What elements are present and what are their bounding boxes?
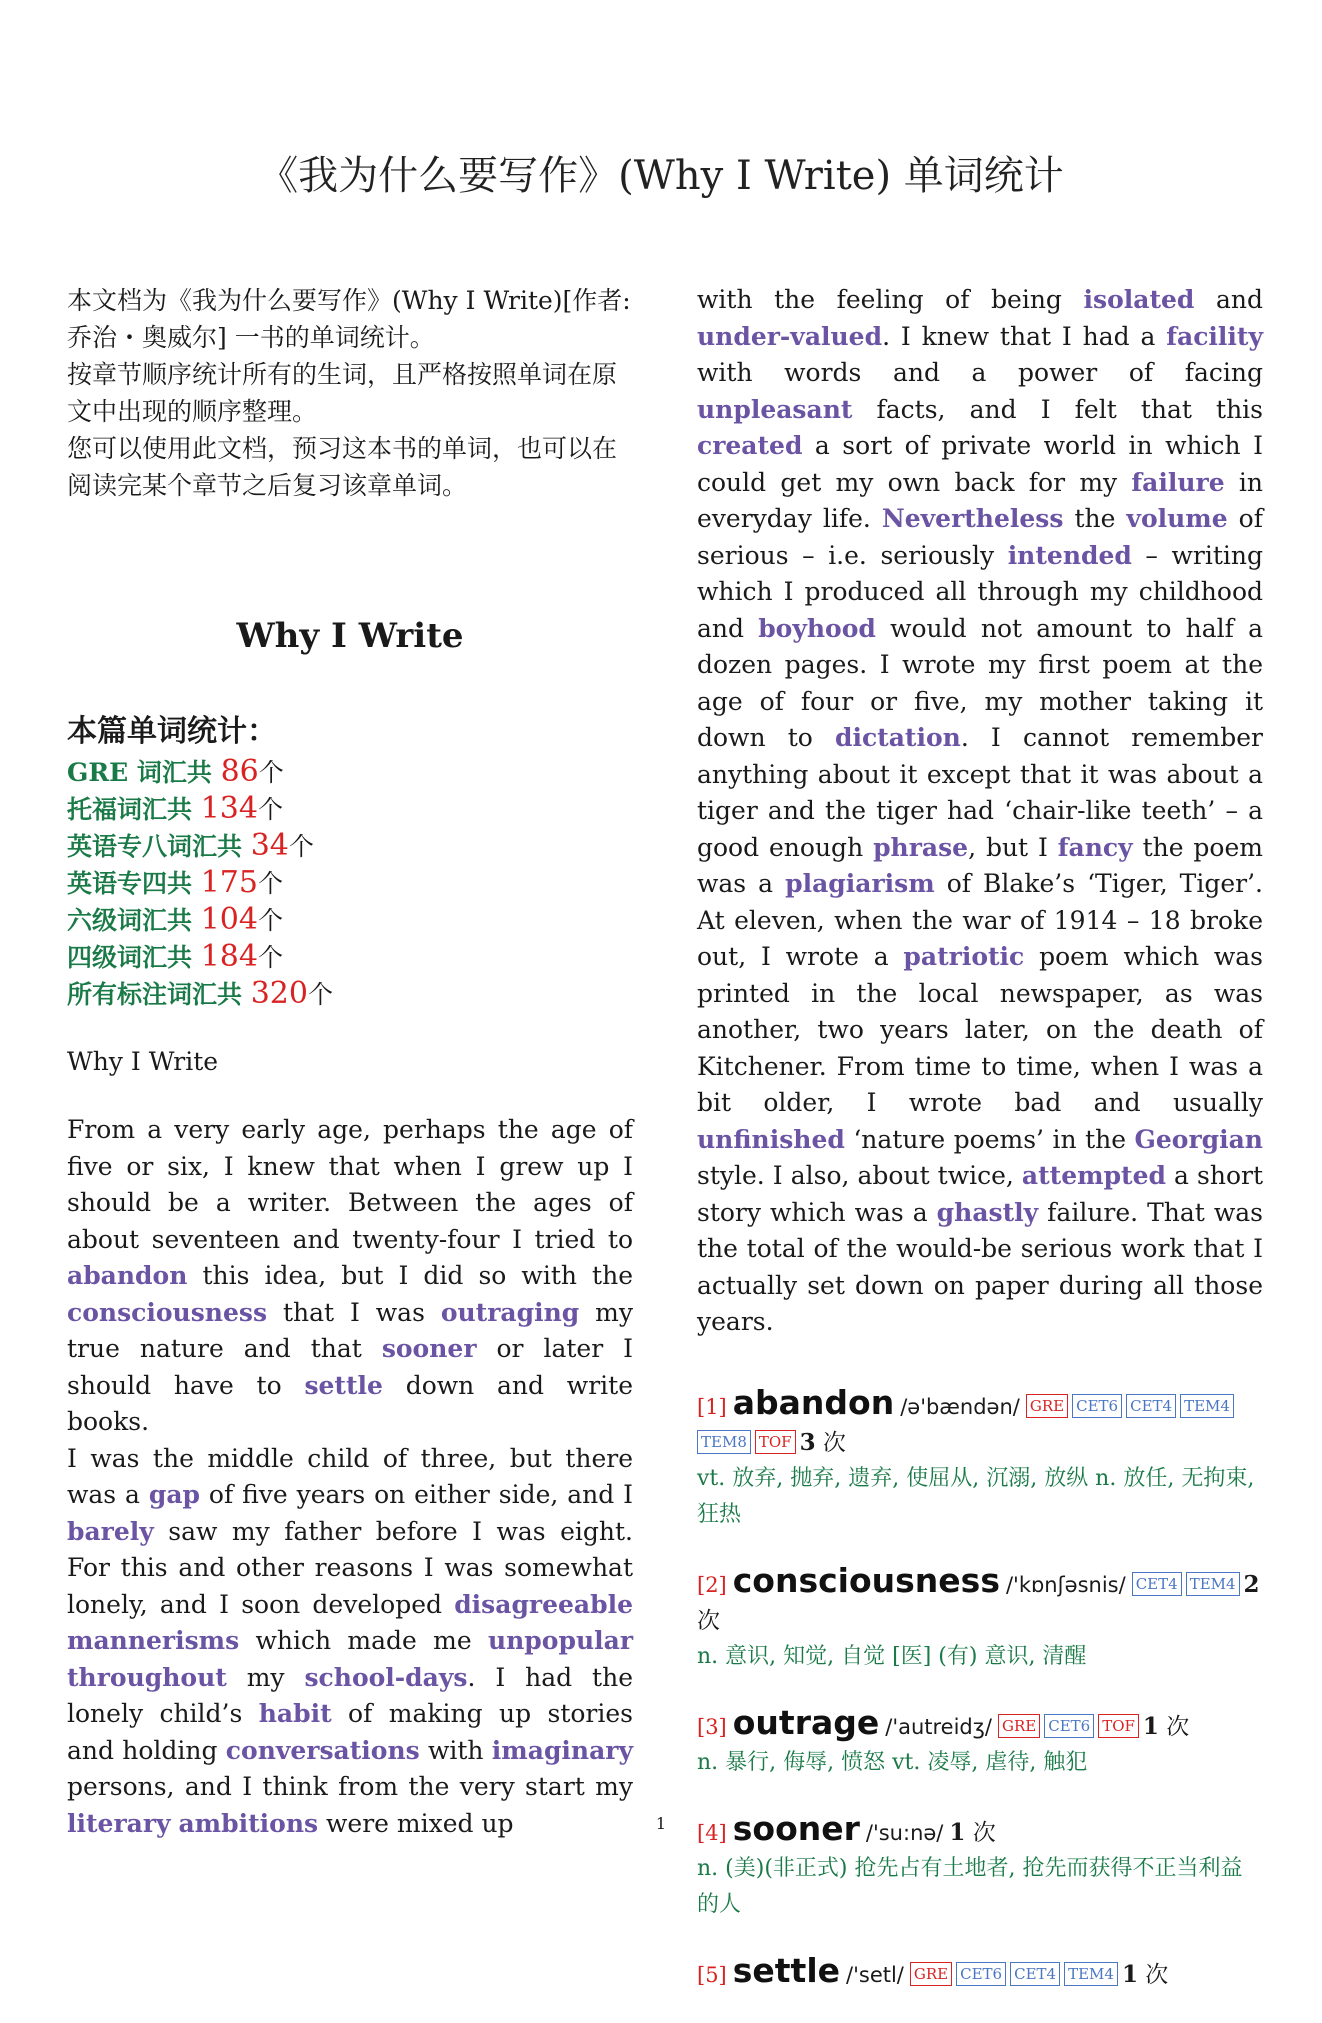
intro-line: 您可以使用此文档，预习这本书的单词，也可以在阅读完某个章节之后复习该章单词。 (67, 434, 618, 500)
highlighted-word: conversations (225, 1735, 420, 1765)
entry-count-unit: 次 (1166, 1713, 1190, 1740)
chapter-subheading: Why I Write (67, 1047, 219, 1076)
entry-count-unit: 次 (1145, 1961, 1169, 1988)
stat-unit: 个 (257, 795, 283, 824)
paragraph: I was the middle child of three, but there was a gap of five years on either side, and I barely saw my father before I was eight. For this and other reasons I was somewhat lonely, and I soon developed disagreeable mannerisms which made me unpopular throughout my school-days. I had the lonely child’s habit of making up stories and holding conversations with imaginary persons, and I think from the very start my literary ambitions were mixed up (67, 1443, 633, 1838)
entry-count-unit: 次 (697, 1607, 720, 1634)
stat-value: 320 (250, 976, 308, 1011)
intro-line: 按章节顺序统计所有的生词，且严格按照单词在原文中出现的顺序整理。 (67, 360, 618, 426)
exam-tag: GRE (998, 1714, 1040, 1738)
exam-tag: CET6 (1044, 1714, 1094, 1738)
entry-phonetic: /'autreidʒ/ (885, 1714, 992, 1739)
stat-line-toefl (67, 791, 633, 828)
exam-tag: GRE (910, 1962, 952, 1986)
entry-count: 2 (1243, 1570, 1260, 1598)
highlighted-word: disagreeable (454, 1589, 633, 1619)
entry-count-unit: 次 (822, 1429, 846, 1456)
vocab-entry (697, 1560, 1263, 1675)
page-number: 1 (655, 1814, 667, 1833)
entry-index: [5] (697, 1962, 727, 1987)
entry-phonetic: /'su:nə/ (865, 1820, 944, 1845)
highlighted-word: under-valued (697, 321, 883, 351)
highlighted-word: unpleasant (697, 394, 853, 424)
stats-heading: 本篇单词统计： (67, 714, 277, 749)
entry-head (697, 1950, 1263, 1993)
stat-line-all (67, 976, 633, 1013)
stat-label: 四级词汇共 (67, 943, 201, 972)
highlighted-word: plagiarism (785, 869, 935, 898)
entry-definition: n. 意识, 知觉, 自觉 [医] (有) 意识, 清醒 (697, 1643, 1087, 1669)
highlighted-word: boyhood (758, 613, 876, 643)
highlighted-word: created (697, 431, 803, 460)
paragraph: From a very early age, perhaps the age of five or six, I knew that when I grew up I should be a writer. Between the ages of about seventeen and twenty-four I tried to abandon this idea, but I did so with the consciousness that I was outraging my true nature and that sooner or later I should have to settle down and write books. (67, 1115, 633, 1436)
exam-tag: CET6 (1072, 1394, 1122, 1418)
section-title: Why I Write (236, 616, 464, 656)
vocab-entry (697, 1950, 1263, 1993)
paragraph: with the feeling of being isolated and under-valued. I knew that I had a facility with words and a power of facing unpleasant facts, and I felt that this created a sort of private world in which I could get my own back for my failure in everyday life. Nevertheless the volume of serious – i.e. seriously intended – writing which I produced all through my childhood and boyhood would not amount to half a dozen pages. I wrote my first poem at the age of four or five, my mother taking it down to dictation. I cannot remember anything about it except that it was about a tiger and the tiger had ‘chair-like teeth’ – a good enough phrase, but I fancy the poem was a plagiarism of Blake’s ‘Tiger, Tiger’. At eleven, when the war of 1914 – 18 broke out, I wrote a patriotic poem which was printed in the local newspaper, as was another, two years later, on the death of Kitchener. From time to time, when I was a bit older, I wrote bad and usually unfinished ‘nature poems’ in the Georgian style. I also, about twice, attempted a short story which was a ghastly failure. That was the total of the would-be serious work that I actually set down on paper during all those years. (697, 285, 1264, 1336)
entry-head (697, 1702, 1263, 1745)
stat-value: 34 (250, 828, 289, 863)
intro-line: 本文档为《我为什么要写作》(Why I Write)[作者: 乔治・奥威尔] 一书的单词统计。 (67, 286, 631, 352)
highlighted-word: intended (1007, 540, 1132, 570)
entry-count: 1 (1142, 1712, 1159, 1740)
exam-tag: GRE (1026, 1394, 1068, 1418)
exam-tag: TOF (1098, 1714, 1139, 1738)
stat-label: 托福词汇共 (67, 795, 201, 824)
stat-line-gre (67, 754, 633, 791)
exam-tag: TEM8 (697, 1430, 751, 1454)
highlighted-word: consciousness (67, 1297, 268, 1327)
highlighted-word: literary (67, 1808, 171, 1838)
stat-value: 175 (200, 865, 258, 900)
stat-line-tem8 (67, 828, 633, 865)
entry-word: abandon (732, 1382, 895, 1422)
stat-line-cet6 (67, 902, 633, 939)
stat-value: 104 (200, 902, 258, 937)
entry-word: outrage (732, 1702, 880, 1742)
highlighted-word: outraging (440, 1297, 580, 1327)
highlighted-word: Georgian (1134, 1124, 1263, 1154)
chapter-text-right (697, 282, 1263, 1341)
highlighted-word: phrase (873, 832, 969, 862)
stat-label: 六级词汇共 (67, 906, 201, 935)
stat-label: GRE 词汇共 (67, 758, 221, 787)
vocab-entry (697, 1382, 1263, 1533)
entry-head (697, 1560, 1263, 1639)
highlighted-word: failure (1131, 467, 1225, 497)
entry-phonetic: /ə'bændən/ (900, 1394, 1020, 1419)
stat-unit: 个 (288, 832, 314, 861)
highlighted-word: barely (67, 1516, 154, 1546)
highlighted-word: habit (258, 1699, 332, 1728)
entry-word: consciousness (732, 1560, 1000, 1600)
highlighted-word: mannerisms (67, 1626, 240, 1655)
entry-index: [1] (697, 1394, 727, 1419)
entry-word: sooner (732, 1808, 860, 1848)
exam-tag: TOF (755, 1430, 796, 1454)
entry-definition: n. (美)(非正式) 抢先占有土地者, 抢先而获得不正当利益的人 (697, 1855, 1243, 1917)
stat-line-tem4 (67, 865, 633, 902)
entry-head (697, 1382, 1263, 1461)
stat-label: 英语专四共 (67, 869, 201, 898)
stat-unit: 个 (257, 869, 283, 898)
stat-label: 所有标注词汇共 (67, 980, 251, 1009)
highlighted-word: patriotic (903, 942, 1025, 971)
stat-unit: 个 (307, 980, 333, 1009)
highlighted-word: settle (304, 1370, 383, 1400)
entry-count: 3 (799, 1428, 816, 1456)
exam-tag: CET4 (1132, 1572, 1182, 1596)
highlighted-word: school-days (304, 1662, 468, 1692)
entry-index: [2] (697, 1572, 727, 1597)
stat-line-cet4 (67, 939, 633, 976)
entry-index: [3] (697, 1714, 727, 1739)
highlighted-word: Nevertheless (881, 504, 1064, 533)
highlighted-word: volume (1126, 504, 1228, 533)
highlighted-word: unpopular (487, 1626, 633, 1655)
page-title: 《我为什么要写作》(Why I Write) 单词统计 (258, 153, 1064, 199)
stat-unit: 个 (257, 943, 283, 972)
vocab-list (697, 1382, 1263, 1993)
highlighted-word: gap (148, 1480, 201, 1509)
stat-value: 134 (200, 791, 258, 826)
highlighted-word: facility (1166, 321, 1263, 351)
chapter-text-left (67, 1112, 633, 1842)
stat-unit: 个 (257, 906, 283, 935)
left-column (67, 282, 633, 1842)
exam-tag: TEM4 (1064, 1962, 1118, 1986)
highlighted-word: dictation (834, 723, 961, 752)
highlighted-word: unfinished (697, 1124, 845, 1154)
entry-definition: vt. 放弃, 抛弃, 遗弃, 使屈从, 沉溺, 放纵 n. 放任, 无拘束, 狂热 (697, 1465, 1255, 1527)
highlighted-word: throughout (67, 1662, 227, 1692)
entry-phonetic: /'kɒnʃəsnis/ (1005, 1572, 1126, 1597)
highlighted-word: fancy (1057, 832, 1133, 862)
stat-value: 86 (220, 754, 259, 789)
exam-tag: CET4 (1126, 1394, 1176, 1418)
stat-value: 184 (200, 939, 258, 974)
entry-word: settle (732, 1950, 841, 1990)
stat-unit: 个 (258, 758, 284, 787)
vocab-entry (697, 1702, 1263, 1781)
intro (67, 282, 633, 504)
entry-index: [4] (697, 1820, 727, 1845)
right-column (697, 282, 1263, 2023)
exam-tag: TEM4 (1180, 1394, 1234, 1418)
highlighted-word: abandon (67, 1261, 188, 1290)
highlighted-word: attempted (1021, 1161, 1166, 1190)
stat-label: 英语专八词汇共 (67, 832, 251, 861)
exam-tag: TEM4 (1186, 1572, 1240, 1596)
highlighted-word: sooner (381, 1334, 477, 1363)
entry-count: 1 (949, 1818, 966, 1846)
highlighted-word: isolated (1083, 285, 1195, 314)
highlighted-word: ambitions (178, 1808, 319, 1838)
highlighted-word: imaginary (491, 1735, 633, 1765)
highlighted-word: ghastly (936, 1197, 1039, 1227)
entry-definition: n. 暴行, 侮辱, 愤怒 vt. 凌辱, 虐待, 触犯 (697, 1749, 1088, 1775)
exam-tag: CET4 (1010, 1962, 1060, 1986)
entry-phonetic: /'setl/ (846, 1962, 904, 1987)
word-stats (67, 706, 633, 1013)
entry-count: 1 (1121, 1960, 1138, 1988)
entry-count-unit: 次 (972, 1819, 996, 1846)
exam-tag: CET6 (956, 1962, 1006, 1986)
